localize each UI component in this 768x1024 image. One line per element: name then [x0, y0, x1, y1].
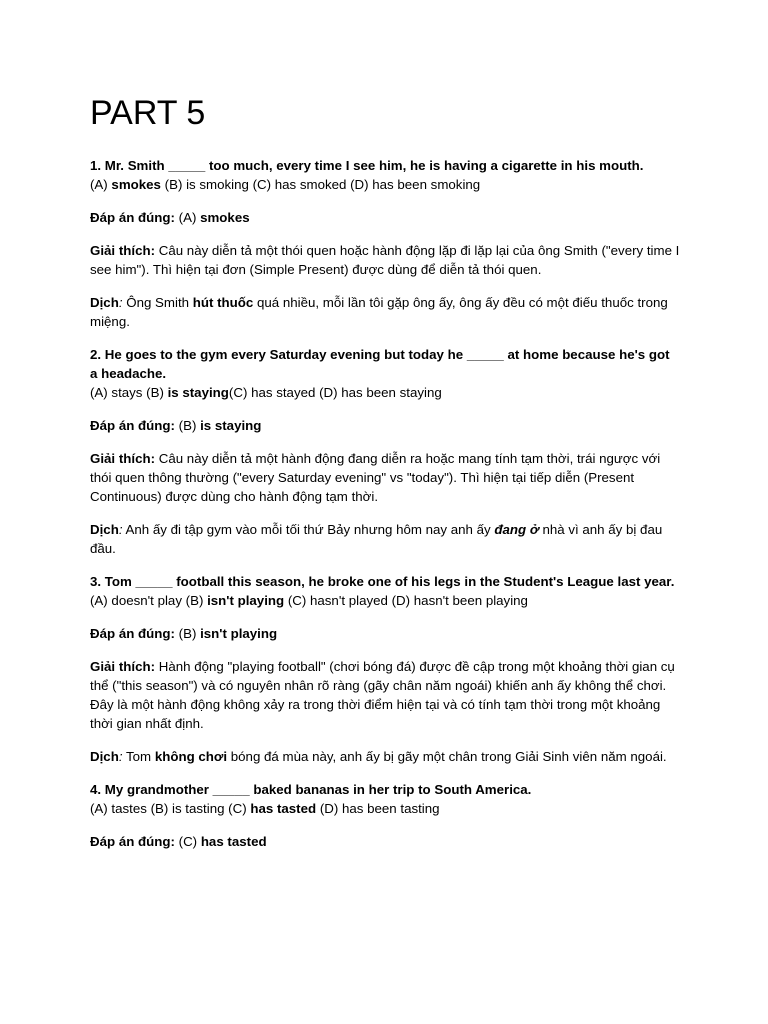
options-text: [90, 593, 528, 608]
question-text: 1. Mr. Smith _____ too much, every time I see him, he is having a cigarette in his mouth.: [90, 158, 644, 173]
translate-prefix: Tom: [122, 749, 155, 764]
translate-colon: :: [118, 522, 123, 537]
question-block-1: [90, 156, 680, 194]
translate-bold: đang ở: [494, 522, 539, 537]
translation: [90, 520, 680, 558]
explain-text: Câu này diễn tả một thói quen hoặc hành động lặp đi lặp lại của ông Smith ("every time I see him"). Thì hiện tại đơn (Simple Present) được dùng để diễn tả thói quen.: [90, 243, 680, 277]
options-prefix: (A) stays (B): [90, 385, 168, 400]
question-text: 4. My grandmother _____ baked bananas in her trip to South America.: [90, 782, 532, 797]
options-correct: isn't playing: [207, 593, 285, 608]
answer-line: [90, 416, 680, 435]
question-block-3: [90, 572, 680, 610]
question-block-4: [90, 780, 680, 818]
translation: [90, 293, 680, 331]
options-prefix: (A) tastes (B) is tasting (C): [90, 801, 251, 816]
options-prefix: (A): [90, 177, 112, 192]
translate-colon: :: [118, 749, 123, 764]
answer-label: Đáp án đúng:: [90, 210, 175, 225]
explain-label: Giải thích:: [90, 659, 156, 674]
explanation: [90, 449, 680, 506]
answer-line: [90, 624, 680, 643]
answer-letter: (A): [174, 210, 201, 225]
options-suffix: (B) is smoking (C) has smoked (D) has been smoking: [160, 177, 481, 192]
answer-word: smokes: [200, 210, 250, 225]
options-text: [90, 177, 480, 192]
translate-colon: :: [118, 295, 123, 310]
options-text: [90, 385, 442, 400]
translate-suffix: quá nhiều, mỗi lần tôi gặp ông ấy, ông ấy đều có một điếu thuốc trong miệng.: [90, 295, 668, 329]
answer-word: has tasted: [200, 834, 267, 849]
translate-label: Dịch: [90, 522, 119, 537]
document-page: [90, 92, 680, 865]
question-block-2: [90, 345, 680, 402]
explain-label: Giải thích:: [90, 451, 156, 466]
options-correct: has tasted: [250, 801, 317, 816]
explanation: [90, 241, 680, 279]
answer-label: Đáp án đúng:: [90, 834, 175, 849]
answer-line: [90, 832, 680, 851]
answer-label: Đáp án đúng:: [90, 418, 175, 433]
question-text: 2. He goes to the gym every Saturday evening but today he _____ at home because he's got a headache.: [90, 347, 670, 381]
options-prefix: (A) doesn't play (B): [90, 593, 208, 608]
answer-label: Đáp án đúng:: [90, 626, 175, 641]
answer-line: [90, 208, 680, 227]
translation: [90, 747, 680, 766]
answer-letter: (B): [174, 626, 201, 641]
options-suffix: (C) hasn't played (D) hasn't been playing: [284, 593, 528, 608]
options-suffix: (C) has stayed (D) has been staying: [228, 385, 442, 400]
explain-label: Giải thích:: [90, 243, 156, 258]
answer-word: isn't playing: [200, 626, 278, 641]
translate-bold: hút thuốc: [192, 295, 254, 310]
explanation: [90, 657, 680, 733]
translate-label: Dịch: [90, 749, 119, 764]
page-title: PART 5: [90, 94, 206, 132]
translate-bold: không chơi: [154, 749, 228, 764]
options-correct: is staying: [167, 385, 229, 400]
answer-word: is staying: [200, 418, 262, 433]
explain-text: Câu này diễn tả một hành động đang diễn ra hoặc mang tính tạm thời, trái ngược với thói quen thông thường ("every Saturday evening" vs "today"). Thì hiện tại tiếp diễn (Present Continuous) được dùng cho hành động tạm thời.: [90, 451, 661, 504]
translate-label: Dịch: [90, 295, 119, 310]
translate-prefix: Anh ấy đi tập gym vào mỗi tối thứ Bảy nhưng hôm nay anh ấy: [122, 522, 495, 537]
explain-text: Hành động "playing football" (chơi bóng đá) được đề cập trong một khoảng thời gian cụ thể ("this season") và có nguyên nhân rõ ràng (gãy chân năm ngoái) khiến anh ấy không thể chơi. Đây là một hành động không xảy ra trong thời điểm hiện tại và có tính tạm thời trong một khoảng thời gian nhất định.: [90, 659, 675, 731]
answer-letter: (C): [174, 834, 201, 849]
options-correct: smokes: [111, 177, 161, 192]
translate-suffix: bóng đá mùa này, anh ấy bị gãy một chân trong Giải Sinh viên năm ngoái.: [227, 749, 667, 764]
question-text: 3. Tom _____ football this season, he broke one of his legs in the Student's League last year.: [90, 574, 675, 589]
options-suffix: (D) has been tasting: [316, 801, 440, 816]
translate-suffix: nhà vì anh ấy bị đau đầu.: [90, 522, 663, 556]
answer-letter: (B): [174, 418, 201, 433]
translate-prefix: Ông Smith: [122, 295, 193, 310]
options-text: [90, 801, 440, 816]
